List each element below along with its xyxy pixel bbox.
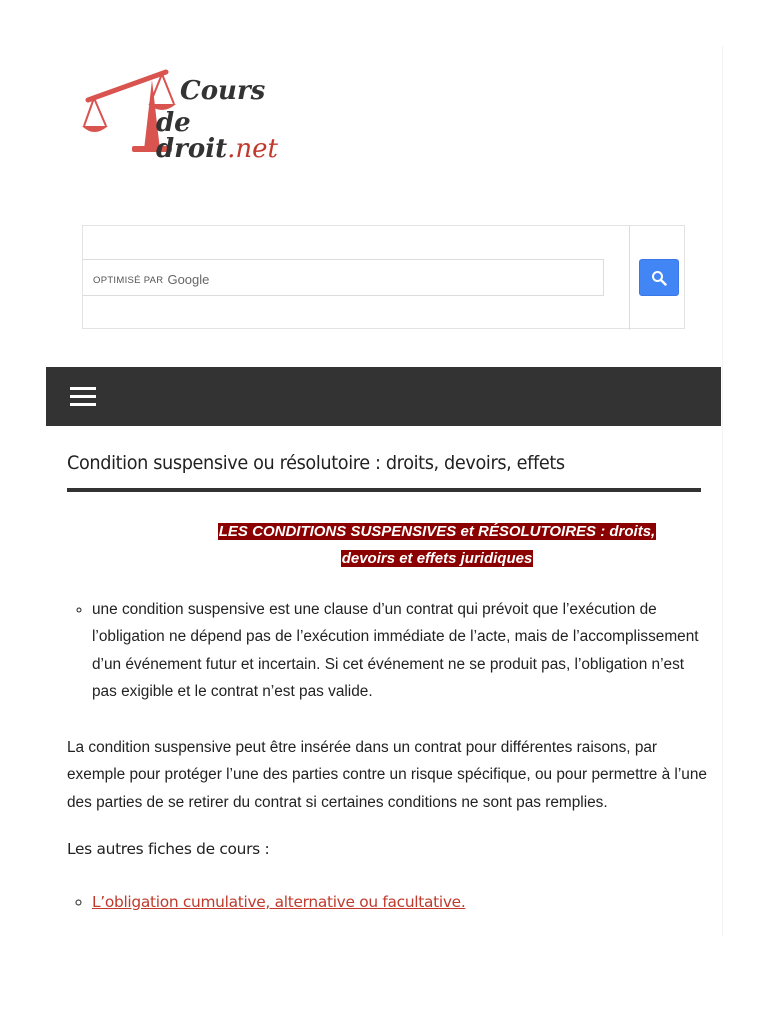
hamburger-menu-icon[interactable] bbox=[70, 387, 96, 407]
list-item: ◦ une condition suspensive est une clause d’un contrat qui prévoit que l’exécution de l’obligation ne dépend pas de l’exécution immédiate de l’acte, mais de l’accomplissement d’un événement futur et incertain. Si cet événement ne se produit pas, l’obligation n’est pas exigible et le contrat n’est pas valide. bbox=[92, 596, 706, 705]
search-icon bbox=[651, 270, 667, 286]
search-box bbox=[82, 225, 685, 329]
list-item bbox=[92, 893, 465, 911]
article-paragraph: La condition suspensive peut être insérée dans un contrat pour différentes raisons, par exemple pour protéger l’une des parties contre un risque spécifique, ou pour permettre à l’une des parties de se retirer du contrat si certaines conditions ne sont pas remplies. bbox=[67, 739, 707, 811]
search-divider bbox=[629, 226, 630, 330]
logo-line2 bbox=[156, 110, 312, 162]
logo-line1: Cours bbox=[180, 76, 266, 106]
related-links-list bbox=[70, 893, 465, 911]
search-button[interactable] bbox=[639, 259, 679, 296]
main-navigation-bar bbox=[46, 367, 721, 426]
related-link-obligation[interactable]: L’obligation cumulative, alternative ou facultative. bbox=[92, 893, 466, 911]
headline-line1: LES CONDITIONS SUSPENSIVES et RÉSOLUTOIRES : droits, bbox=[218, 523, 656, 540]
title-underline bbox=[67, 488, 701, 492]
search-input[interactable] bbox=[87, 262, 591, 294]
logo-line2-main: de droit bbox=[156, 108, 228, 164]
logo-line2-suffix: .net bbox=[227, 134, 278, 164]
article-headline bbox=[190, 518, 684, 572]
search-field[interactable] bbox=[83, 259, 603, 296]
article-title: Condition suspensive ou résolutoire : droits, devoirs, effets bbox=[67, 452, 565, 474]
site-logo[interactable] bbox=[82, 66, 312, 162]
search-divider bbox=[603, 259, 604, 296]
definition-list bbox=[70, 596, 706, 705]
google-brand-text: Google bbox=[167, 272, 210, 287]
powered-by-text: OPTIMISÉ PAR bbox=[93, 275, 164, 286]
logo-text bbox=[156, 76, 312, 164]
headline-line2: devoirs et effets juridiques bbox=[341, 550, 533, 567]
other-courses-label: Les autres fiches de cours : bbox=[67, 840, 270, 858]
